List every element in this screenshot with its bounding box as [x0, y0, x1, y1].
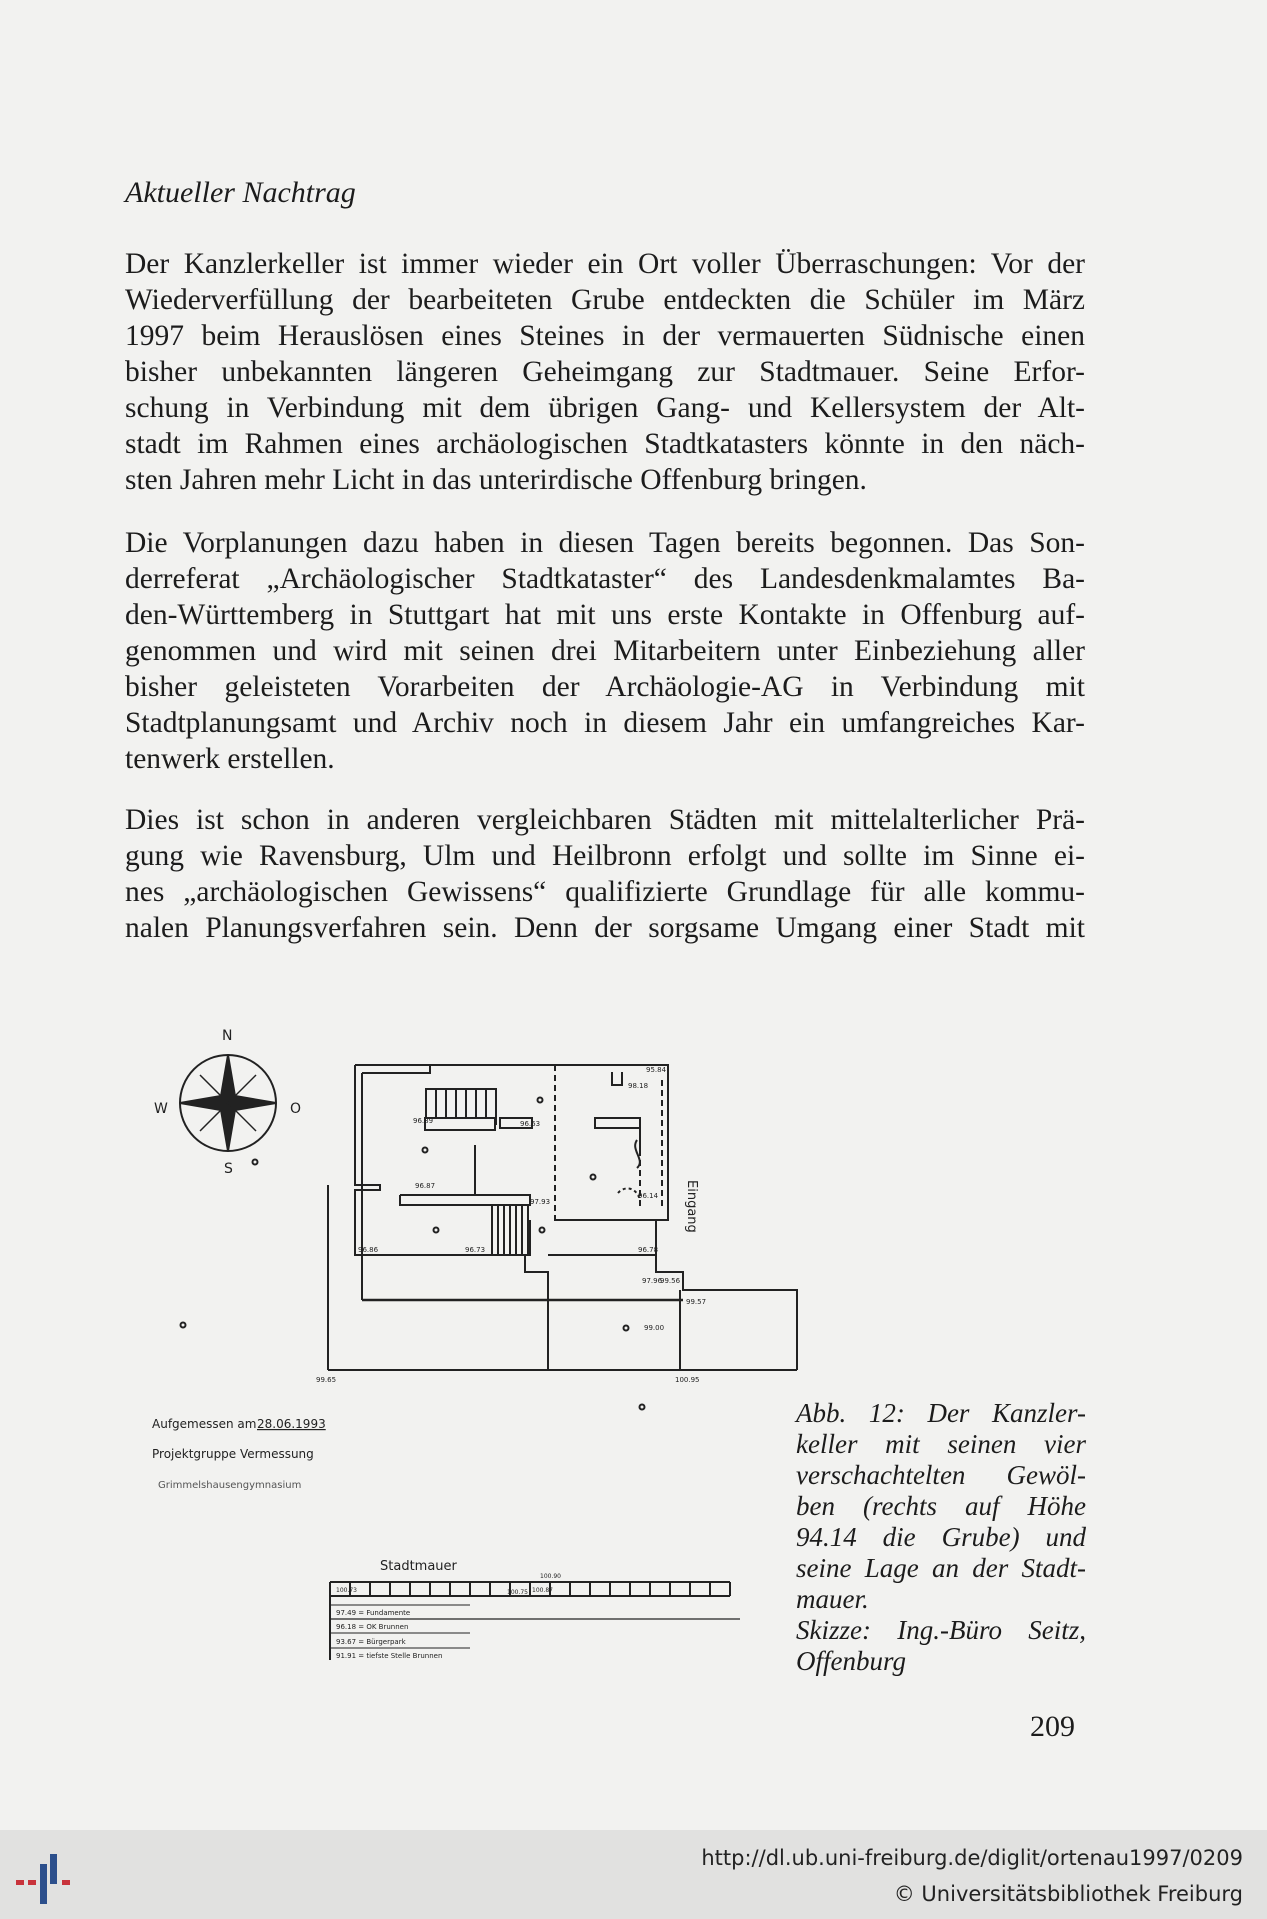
section-note: 96.18 = OK Brunnen — [336, 1623, 409, 1631]
text-line: nes „archäologischen Gewissens“ qualifizierte Grundlage für alle kommu- — [125, 876, 1085, 908]
wall-height: 100.75 — [507, 1589, 528, 1596]
text-line: Wiederverfüllung der bearbeiteten Grube entdeckten die Schüler im März — [125, 284, 1085, 316]
caption-line: Offenburg — [796, 1646, 906, 1676]
text-line: bisher geleisteten Vorarbeiten der Archäologie-AG in Verbindung mit — [125, 671, 1085, 703]
text-line: derreferat „Archäologischer Stadtkataster“ des Landesdenkmalamtes Ba- — [125, 563, 1085, 595]
section-note: 91.91 = tiefste Stelle Brunnen — [336, 1652, 443, 1660]
wall-height: 100.87 — [532, 1587, 553, 1594]
text-line: Dies ist schon in anderen vergleichbaren Städten mit mittelalterlicher Prä- — [125, 804, 1085, 836]
survey-date: 28.06.1993 — [257, 1417, 326, 1431]
caption-line: ben (rechts auf Höhe — [796, 1491, 1086, 1521]
height-label: 96.73 — [465, 1246, 486, 1254]
cellar-lower-rooms — [328, 1185, 797, 1370]
text-line: genommen und wird mit seinen drei Mitarbeitern unter Einbeziehung aller — [125, 635, 1085, 667]
survey-group: Projektgruppe Vermessung — [152, 1447, 314, 1461]
text-line: schung in Verbindung mit dem übrigen Gang- und Kellersystem der Alt- — [125, 392, 1085, 424]
height-label: 96.14 — [638, 1192, 659, 1200]
wall-height: 100.73 — [336, 1587, 357, 1594]
staircase-upper — [425, 1089, 496, 1130]
text-line: Die Vorplanungen dazu haben in diesen Tagen bereits begonnen. Das Son- — [125, 527, 1085, 559]
section-heading: Aktueller Nachtrag — [125, 176, 356, 209]
text-line: 1997 beim Herauslösen eines Steines in der vermauerten Südnische einen — [125, 320, 1085, 352]
height-label: 99.57 — [686, 1298, 707, 1306]
text-line: tenwerk erstellen. — [125, 743, 335, 775]
paragraph-3 — [125, 802, 1085, 946]
staircase-lower — [492, 1205, 528, 1255]
paragraph-1 — [125, 246, 1085, 498]
floor-plan-drawing — [140, 1010, 820, 1710]
cellar-floor-plan — [140, 1010, 820, 1710]
viewer-footer — [0, 1830, 1267, 1919]
page-number: 209 — [1030, 1710, 1075, 1743]
survey-points — [181, 1098, 645, 1410]
compass-o: O — [290, 1101, 302, 1117]
library-logo-icon — [14, 1852, 84, 1907]
caption-line: Skizze: Ing.-Büro Seitz, — [796, 1615, 1086, 1645]
document-url-link[interactable]: http://dl.ub.uni-freiburg.de/diglit/ortenau1997/0209 — [701, 1846, 1243, 1870]
height-label: 96.63 — [520, 1120, 541, 1128]
stadtmauer-label: Stadtmauer — [380, 1559, 457, 1574]
text-line: gung wie Ravensburg, Ulm und Heilbronn erfolgt und sollte im Sinne ei- — [125, 840, 1085, 872]
paragraph-2 — [125, 525, 1085, 777]
section-note: 93.67 = Bürgerpark — [336, 1638, 406, 1646]
height-label: 96.87 — [415, 1182, 436, 1190]
text-line: nalen Planungsverfahren sein. Denn der sorgsame Umgang einer Stadt mit — [125, 912, 1085, 944]
height-label: 96.78 — [638, 1246, 659, 1254]
compass-n: N — [222, 1028, 233, 1044]
compass-w: W — [154, 1101, 168, 1117]
caption-line: seine Lage an der Stadt- — [796, 1553, 1086, 1583]
survey-measured-on: Aufgemessen am — [152, 1417, 257, 1431]
text-line: stadt im Rahmen eines archäologischen Stadtkatasters könnte in den näch- — [125, 428, 1085, 460]
copyright-notice: © Universitätsbibliothek Freiburg — [893, 1882, 1243, 1906]
section-note: 97.49 = Fundamente — [336, 1609, 411, 1617]
text-line: den-Württemberg in Stuttgart hat mit uns erste Kontakte in Offenburg auf- — [125, 599, 1085, 631]
height-label: 99.65 — [316, 1376, 337, 1384]
caption-line: keller mit seinen vier — [796, 1429, 1086, 1459]
text-line: bisher unbekannten längeren Geheimgang zur Stadtmauer. Seine Erfor- — [125, 356, 1085, 388]
figure-caption — [796, 1398, 1086, 1677]
text-line: sten Jahren mehr Licht in das unterirdische Offenburg bringen. — [125, 464, 867, 496]
height-label: 100.95 — [675, 1376, 700, 1384]
height-label: 97.96 — [642, 1277, 663, 1285]
height-label: 95.84 — [646, 1066, 667, 1074]
text-line: Der Kanzlerkeller ist immer wieder ein Ort voller Überraschungen: Vor der — [125, 248, 1085, 280]
eingang-label: Eingang — [684, 1180, 699, 1233]
height-label: 96.89 — [413, 1117, 434, 1125]
caption-line: Abb. 12: Der Kanzler- — [796, 1398, 1086, 1428]
height-label: 99.00 — [644, 1324, 665, 1332]
compass-s: S — [224, 1161, 233, 1177]
survey-school: Grimmelshausengymnasium — [158, 1480, 302, 1491]
compass-rose-icon — [180, 1055, 276, 1151]
caption-line: 94.14 die Grube) und — [796, 1522, 1086, 1552]
height-label: 98.18 — [628, 1082, 649, 1090]
height-label: 99.56 — [660, 1277, 681, 1285]
caption-line: mauer. — [796, 1584, 869, 1614]
wall-height: 100.90 — [540, 1573, 561, 1580]
height-label: 96.86 — [358, 1246, 379, 1254]
height-label: 97.93 — [530, 1198, 551, 1206]
text-line: Stadtplanungsamt und Archiv noch in diesem Jahr ein umfangreiches Kar- — [125, 707, 1085, 739]
caption-line: verschachtelten Gewöl- — [796, 1460, 1086, 1490]
